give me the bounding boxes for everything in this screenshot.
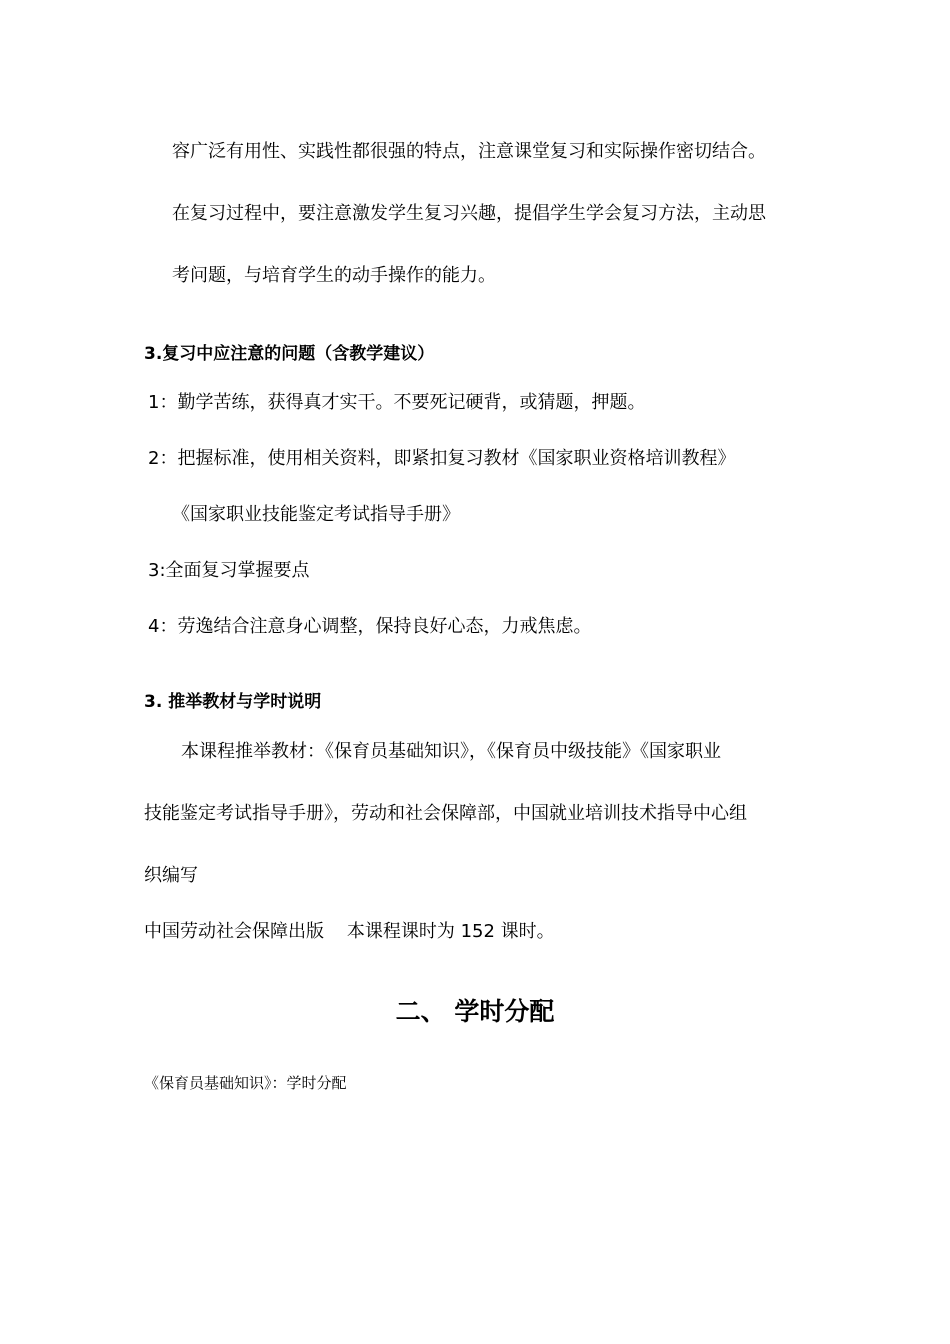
hours-allocation-subtitle: 《保育员基础知识》：学时分配 [144,1074,347,1092]
review-item-2-line2: 《国家职业技能鉴定考试指导手册》 [172,504,460,525]
paragraph1-line2: 在复习过程中，要注意激发学生复习兴趣，提倡学生学会复习方法，主动思 [172,203,766,224]
review-item-1: 1：勤学苦练，获得真才实干。不要死记硬背，或猜题，押题。 [148,392,646,413]
hours-allocation-title: 二、 学时分配 [395,997,555,1026]
textbooks-line1: 本课程推举教材：《保育员基础知识》，《保育员中级技能》《国家职业 [181,741,721,762]
textbooks-line2: 技能鉴定考试指导手册》，劳动和社会保障部，中国就业培训技术指导中心组 [144,803,747,824]
textbooks-section-heading: 3. 推举教材与学时说明 [144,692,322,712]
paragraph1-line3: 考问题，与培育学生的动手操作的能力。 [172,265,496,286]
review-item-4: 4：劳逸结合注意身心调整，保持良好心态，力戒焦虑。 [148,616,592,637]
review-item-2-line1: 2：把握标准，使用相关资料，即紧扣复习教材《国家职业资格培训教程》 [148,448,736,469]
review-section-heading: 3.复习中应注意的问题（含教学建议） [144,344,435,364]
review-item-3: 3:全面复习掌握要点 [148,560,310,581]
paragraph1-line1: 容广泛有用性、实践性都很强的特点，注意课堂复习和实际操作密切结合。 [172,141,766,162]
textbooks-line3: 织编写 [144,865,198,886]
textbooks-line4: 中国劳动社会保障出版 本课程课时为 152 课时。 [144,921,555,942]
